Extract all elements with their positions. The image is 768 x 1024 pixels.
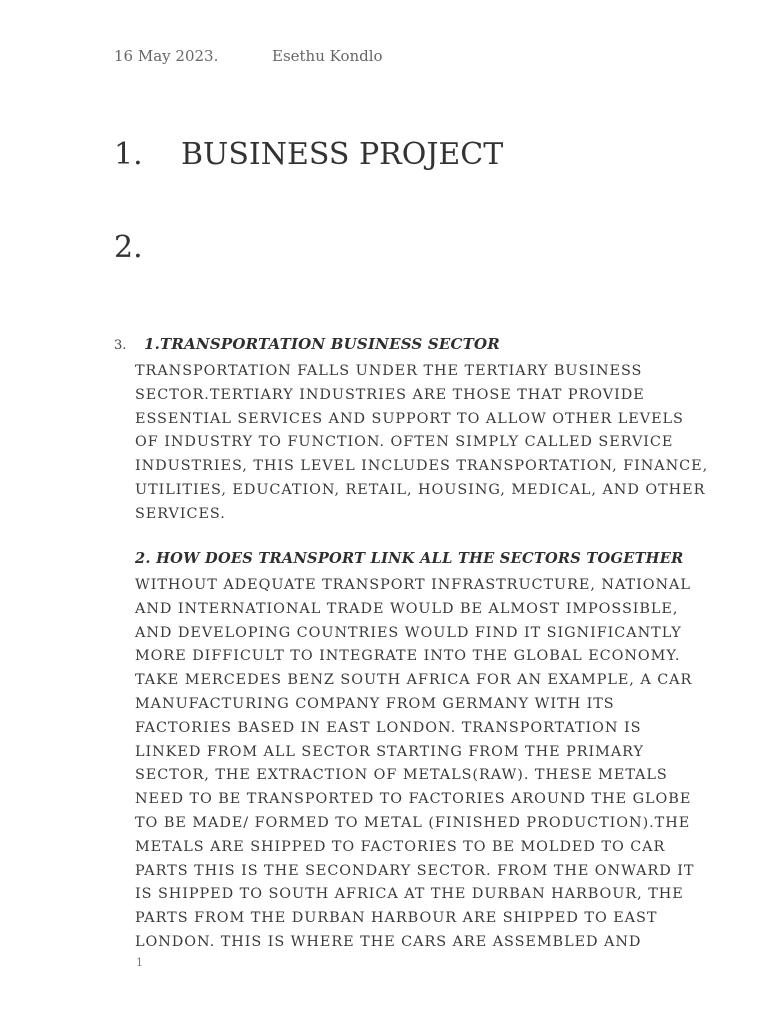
section2-paragraph (135, 574, 695, 955)
section1-title (114, 335, 500, 353)
paragraph-line: MORE DIFFICULT TO INTEGRATE INTO THE GLOBAL ECONOMY. (135, 648, 681, 665)
paragraph-line: AND INTERNATIONAL TRADE WOULD BE ALMOST IMPOSSIBLE, (135, 600, 679, 617)
paragraph-line: TO BE MADE/ FORMED TO METAL (FINISHED PRODUCTION).THE (135, 814, 691, 831)
paragraph-line: TAKE MERCEDES BENZ SOUTH AFRICA FOR AN EXAMPLE, A CAR (135, 672, 693, 689)
paragraph-line: LONDON. THIS IS WHERE THE CARS ARE ASSEMBLED AND (135, 933, 642, 950)
heading-text: BUSINESS PROJECT (181, 137, 504, 172)
paragraph-line: INDUSTRIES, THIS LEVEL INCLUDES TRANSPORTATION, FINANCE, (135, 458, 709, 475)
paragraph-line: PARTS FROM THE DURBAN HARBOUR ARE SHIPPED TO EAST (135, 910, 658, 927)
paragraph-line: OF INDUSTRY TO FUNCTION. OFTEN SIMPLY CALLED SERVICE (135, 434, 674, 451)
footnote-number: 1 (136, 956, 143, 969)
heading-number: 1. (114, 137, 143, 172)
paragraph-line: METALS ARE SHIPPED TO FACTORIES TO BE MOLDED TO CAR (135, 838, 666, 855)
paragraph-line: SECTOR.TERTIARY INDUSTRIES ARE THOSE THAT PROVIDE (135, 386, 645, 403)
paragraph-line: SERVICES. (135, 505, 226, 522)
heading-business-project (114, 137, 503, 172)
paragraph-line: AND DEVELOPING COUNTRIES WOULD FIND IT SIGNIFICANTLY (135, 624, 682, 641)
list-number: 3. (114, 338, 127, 353)
paragraph-line: ESSENTIAL SERVICES AND SUPPORT TO ALLOW OTHER LEVELS (135, 410, 684, 427)
paragraph-line: LINKED FROM ALL SECTOR STARTING FROM THE PRIMARY (135, 743, 644, 760)
section2-title: 2. HOW DOES TRANSPORT LINK ALL THE SECTORS TOGETHER (135, 550, 684, 567)
paragraph-line: NEED TO BE TRANSPORTED TO FACTORIES AROUND THE GLOBE (135, 791, 692, 808)
paragraph-line: MANUFACTURING COMPANY FROM GERMANY WITH ITS (135, 695, 615, 712)
paragraph-line: TRANSPORTATION FALLS UNDER THE TERTIARY BUSINESS (135, 363, 643, 379)
section1-paragraph (135, 360, 709, 527)
heading-number: 2. (114, 230, 143, 265)
page-header (114, 47, 383, 65)
paragraph-line: WITHOUT ADEQUATE TRANSPORT INFRASTRUCTURE, NATIONAL (135, 577, 691, 593)
header-date: 16 May 2023. (114, 47, 219, 65)
paragraph-line: PARTS THIS IS THE SECONDARY SECTOR. FROM THE ONWARD IT (135, 862, 695, 879)
paragraph-line: IS SHIPPED TO SOUTH AFRICA AT THE DURBAN HARBOUR, THE (135, 886, 684, 903)
paragraph-line: SECTOR, THE EXTRACTION OF METALS(RAW). THESE METALS (135, 767, 668, 784)
paragraph-line: UTILITIES, EDUCATION, RETAIL, HOUSING, MEDICAL, AND OTHER (135, 481, 706, 498)
header-author: Esethu Kondlo (272, 47, 383, 65)
paragraph-line: FACTORIES BASED IN EAST LONDON. TRANSPORTATION IS (135, 719, 642, 736)
heading-empty (114, 230, 181, 265)
section1-title-text: 1.TRANSPORTATION BUSINESS SECTOR (144, 335, 500, 353)
